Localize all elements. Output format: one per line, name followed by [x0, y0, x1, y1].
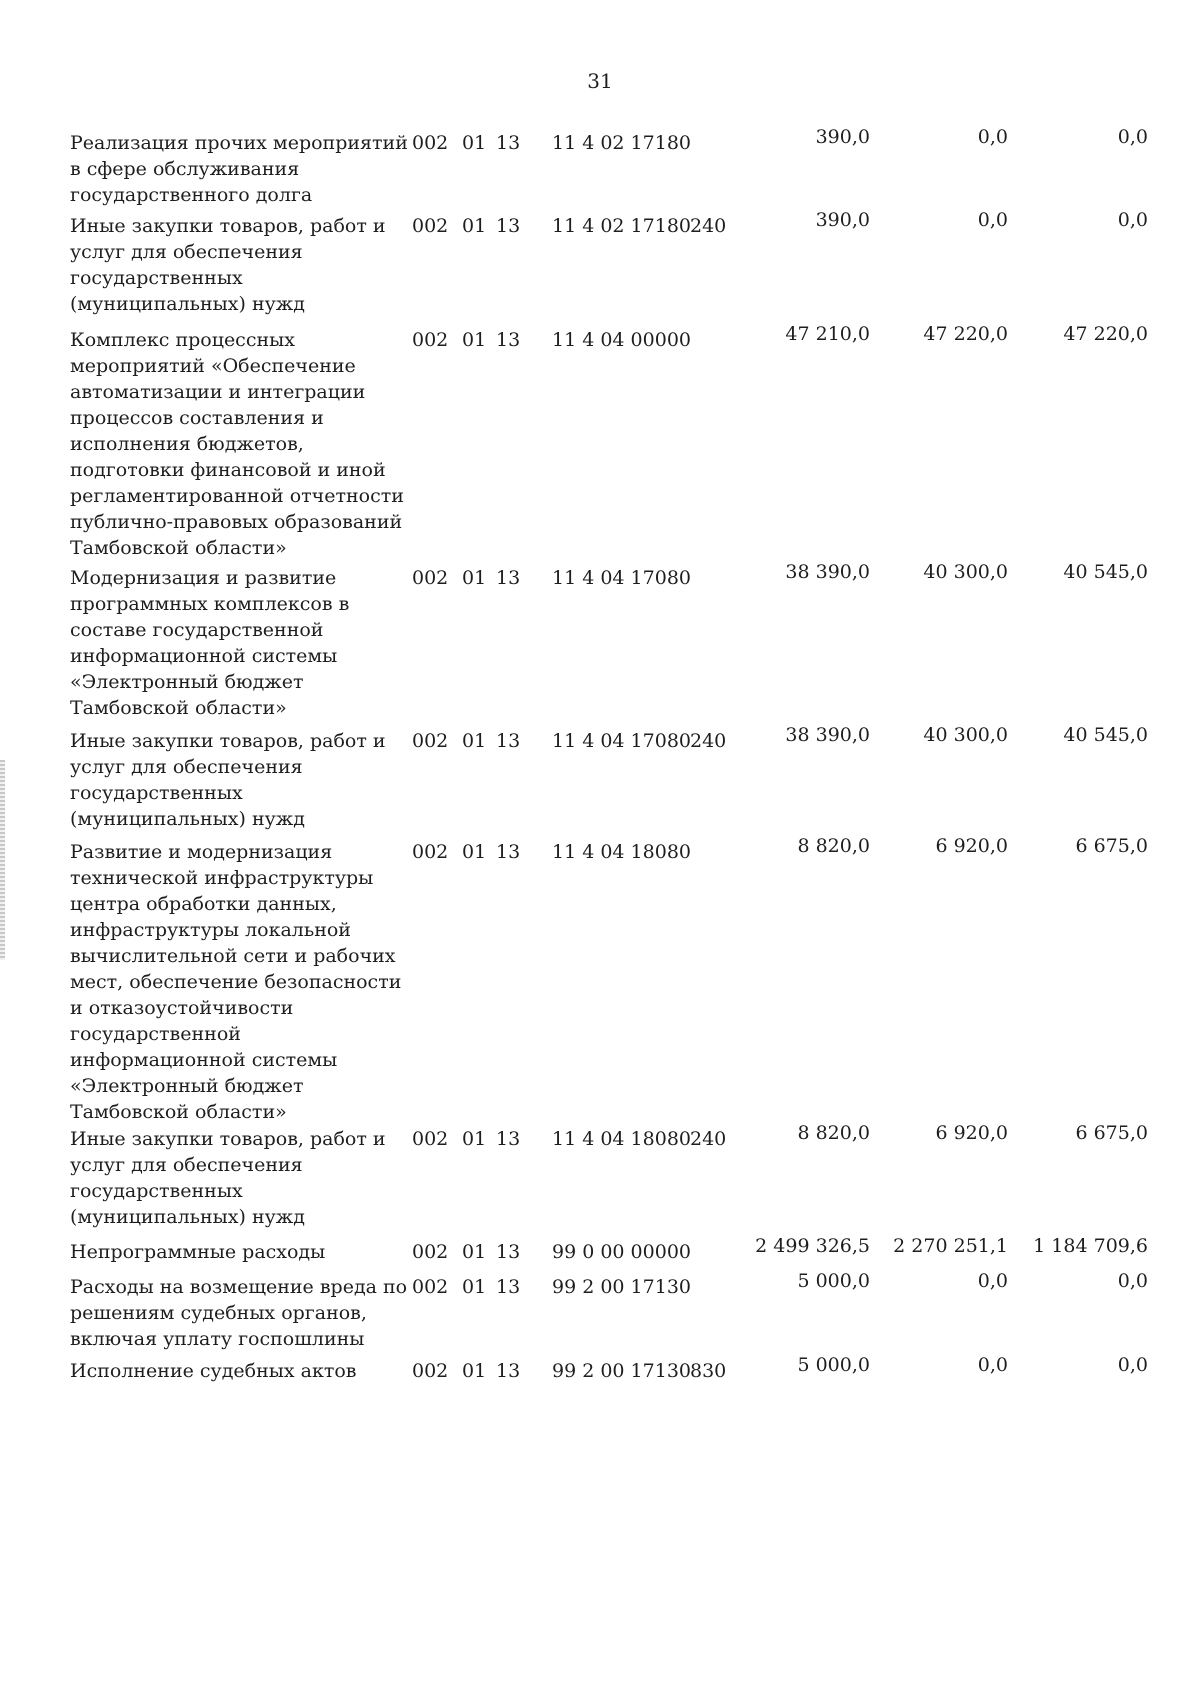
amount-year-2: 0,0 — [977, 1270, 1008, 1292]
section-code: 01 — [462, 1128, 487, 1150]
amount-year-2: 0,0 — [977, 1354, 1008, 1376]
row-name: Иные закупки товаров, работ и услуг для обеспечения государственных (муниципальных) нужд — [70, 1128, 386, 1228]
row-name: Расходы на возмещение вреда по решениям судебных органов, включая уплату госпошлины — [70, 1276, 408, 1350]
amount-year-3: 6 675,0 — [1075, 835, 1148, 857]
amount-year-1: 8 820,0 — [797, 835, 870, 857]
amount-year-3: 0,0 — [1117, 1354, 1148, 1376]
section-code: 01 — [462, 730, 487, 752]
row-name: Развитие и модернизация технической инфраструктуры центра обработки данных, инфраструктуры локальной вычислительной сети и рабочих мест, обеспечение безопасности и отказоустойчивости государственной информационной системы «Электронный бюджет Тамбовской области» — [70, 841, 402, 1123]
section-code: 01 — [462, 567, 487, 589]
section-code: 01 — [462, 841, 487, 863]
row-name: Комплекс процессных мероприятий «Обеспечение автоматизации и интеграции процессов составления и исполнения бюджетов, подготовки финансовой и иной регламентированной отчетности публично-правовых образований Тамбовской области» — [70, 329, 404, 559]
admin-code: 002 — [412, 1360, 449, 1382]
article-code: 11 4 04 17080 — [552, 730, 692, 752]
amount-year-2: 0,0 — [977, 126, 1008, 148]
article-code: 11 4 04 18080 — [552, 1128, 692, 1150]
section-code: 01 — [462, 329, 487, 351]
expense-type-code: 240 — [690, 1128, 727, 1150]
amount-year-1: 8 820,0 — [797, 1122, 870, 1144]
subsection-code: 13 — [496, 1241, 521, 1263]
amount-year-3: 47 220,0 — [1063, 323, 1148, 345]
amount-year-1: 5 000,0 — [797, 1270, 870, 1292]
amount-year-2: 6 920,0 — [935, 835, 1008, 857]
row-name: Исполнение судебных актов — [70, 1360, 357, 1382]
amount-year-3: 40 545,0 — [1063, 561, 1148, 583]
expense-type-code: 830 — [690, 1360, 727, 1382]
subsection-code: 13 — [496, 215, 521, 237]
section-code: 01 — [462, 1276, 487, 1298]
expense-type-code: 240 — [690, 215, 727, 237]
subsection-code: 13 — [496, 132, 521, 154]
page-number: 31 — [587, 69, 613, 93]
row-name: Иные закупки товаров, работ и услуг для обеспечения государственных (муниципальных) нужд — [70, 730, 386, 830]
amount-year-3: 40 545,0 — [1063, 724, 1148, 746]
admin-code: 002 — [412, 1128, 449, 1150]
amount-year-2: 2 270 251,1 — [893, 1235, 1008, 1257]
row-name: Модернизация и развитие программных комплексов в составе государственной информационной системы «Электронный бюджет Тамбовской области» — [70, 567, 350, 719]
section-code: 01 — [462, 1360, 487, 1382]
admin-code: 002 — [412, 567, 449, 589]
article-code: 99 2 00 17130 — [552, 1360, 692, 1382]
amount-year-1: 47 210,0 — [785, 323, 870, 345]
amount-year-1: 38 390,0 — [785, 724, 870, 746]
article-code: 99 2 00 17130 — [552, 1276, 692, 1298]
amount-year-3: 6 675,0 — [1075, 1122, 1148, 1144]
admin-code: 002 — [412, 1276, 449, 1298]
subsection-code: 13 — [496, 730, 521, 752]
admin-code: 002 — [412, 841, 449, 863]
admin-code: 002 — [412, 1241, 449, 1263]
row-name: Непрограммные расходы — [70, 1241, 326, 1263]
article-code: 11 4 02 17180 — [552, 215, 692, 237]
amount-year-2: 40 300,0 — [923, 724, 1008, 746]
article-code: 11 4 04 18080 — [552, 841, 692, 863]
amount-year-2: 40 300,0 — [923, 561, 1008, 583]
amount-year-2: 47 220,0 — [923, 323, 1008, 345]
amount-year-1: 2 499 326,5 — [755, 1235, 870, 1257]
article-code: 11 4 02 17180 — [552, 132, 692, 154]
section-code: 01 — [462, 132, 487, 154]
amount-year-3: 0,0 — [1117, 126, 1148, 148]
article-code: 99 0 00 00000 — [552, 1241, 692, 1263]
amount-year-1: 5 000,0 — [797, 1354, 870, 1376]
admin-code: 002 — [412, 132, 449, 154]
admin-code: 002 — [412, 730, 449, 752]
subsection-code: 13 — [496, 841, 521, 863]
row-name: Иные закупки товаров, работ и услуг для обеспечения государственных (муниципальных) нужд — [70, 215, 386, 315]
article-code: 11 4 04 00000 — [552, 329, 692, 351]
article-code: 11 4 04 17080 — [552, 567, 692, 589]
amount-year-2: 6 920,0 — [935, 1122, 1008, 1144]
section-code: 01 — [462, 215, 487, 237]
amount-year-3: 0,0 — [1117, 209, 1148, 231]
subsection-code: 13 — [496, 329, 521, 351]
scan-edge-artifact — [0, 760, 5, 960]
amount-year-1: 38 390,0 — [785, 561, 870, 583]
subsection-code: 13 — [496, 1128, 521, 1150]
amount-year-3: 1 184 709,6 — [1033, 1235, 1148, 1257]
amount-year-2: 0,0 — [977, 209, 1008, 231]
amount-year-1: 390,0 — [815, 209, 870, 231]
section-code: 01 — [462, 1241, 487, 1263]
amount-year-1: 390,0 — [815, 126, 870, 148]
subsection-code: 13 — [496, 1360, 521, 1382]
admin-code: 002 — [412, 215, 449, 237]
subsection-code: 13 — [496, 1276, 521, 1298]
admin-code: 002 — [412, 329, 449, 351]
row-name: Реализация прочих мероприятий в сфере обслуживания государственного долга — [70, 132, 408, 206]
subsection-code: 13 — [496, 567, 521, 589]
expense-type-code: 240 — [690, 730, 727, 752]
amount-year-3: 0,0 — [1117, 1270, 1148, 1292]
